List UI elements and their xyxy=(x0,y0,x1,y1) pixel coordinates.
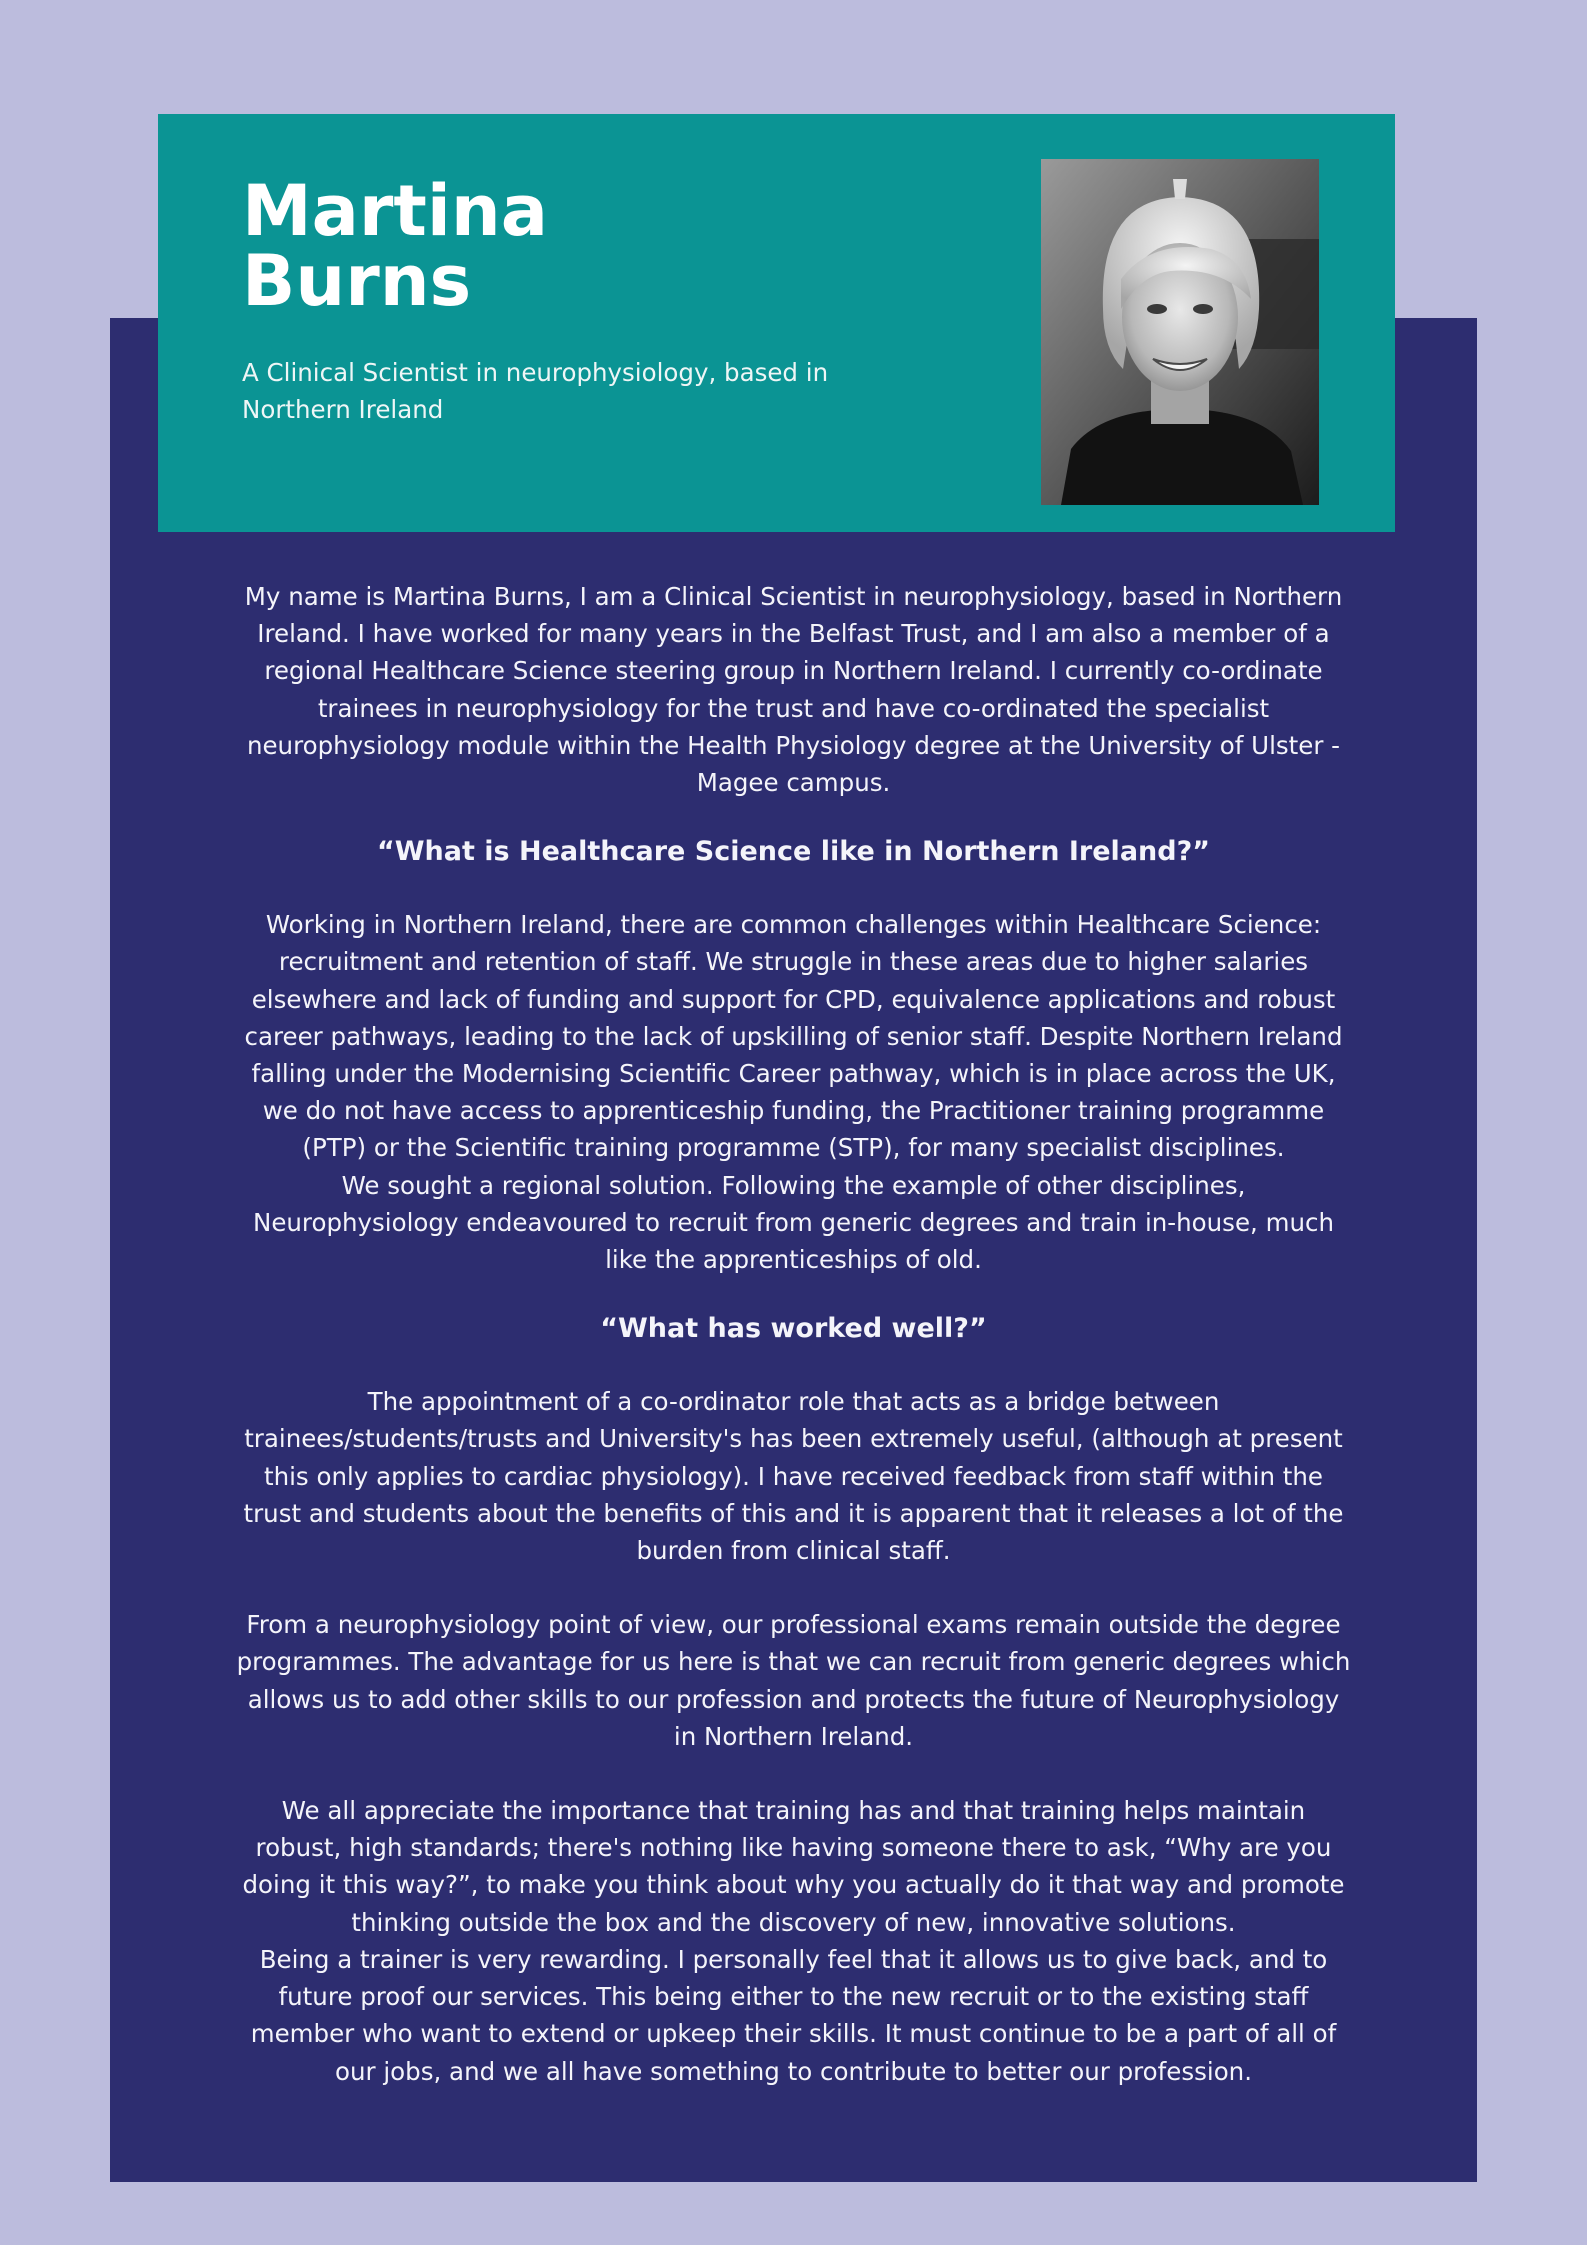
professional-exams-paragraph: From a neurophysiology point of view, our professional exams remain outside the degree programmes. The advantage for us here is that we can recruit from generic degrees which allows us to add other skills to our profession and protects the future of Neurophysiology in Northern Ireland. xyxy=(236,1610,1351,1751)
name-last: Burns xyxy=(242,240,472,322)
challenges-paragraph: Working in Northern Ireland, there are common challenges within Healthcare Science: recruitment and retention of staff. We struggle in these areas due to higher salaries elsewhere and lack of funding and support for CPD, equivalence applications and robust career pathways, leading to the lack of upskilling of senior staff. Despite Northern Ireland falling under the Modernising Scientific Career pathway, which is in place across the UK, we do not have access to apprenticeship funding, the Practitioner training programme (PTP) or the Scientific training programme (STP), for many specialist disciplines. xyxy=(244,910,1343,1163)
regional-solution-paragraph: We sought a regional solution. Following the example of other disciplines, Neurophysiology endeavoured to recruit from generic degrees and train in-house, much like the apprenticeships of old. xyxy=(253,1170,1334,1275)
training-importance-paragraph: We all appreciate the importance that training has and that training helps maintain robust, high standards; there's nothing like having someone there to ask, “Why are you doing it this way?”, to make you think about why you actually do it that way and promote thinking outside the box and the discovery of new, innovative solutions. xyxy=(242,1796,1345,1937)
profile-name xyxy=(242,170,762,322)
profile-header xyxy=(158,114,1395,532)
section-heading-what-worked-well: “What has worked well?” xyxy=(600,1313,987,1345)
portrait-image xyxy=(1041,159,1319,505)
intro-paragraph: My name is Martina Burns, I am a Clinical Scientist in neurophysiology, based in Northern Ireland. I have worked for many years in the Belfast Trust, and I am also a member of a regional Healthcare Science steering group in Northern Ireland. I currently co-ordinate trainees in neurophysiology for the trust and have co-ordinated the specialist neurophysiology module within the Health Physiology degree at the University of Ulster - Magee campus. xyxy=(244,582,1343,798)
profile-subtitle: A Clinical Scientist in neurophysiology, based in Northern Ireland xyxy=(242,358,829,425)
coordinator-paragraph: The appointment of a co-ordinator role that acts as a bridge between trainees/students/trusts and University's has been extremely useful, (although at present this only applies to cardiac physiology). I have received feedback from staff within the trust and students about the benefits of this and it is apparent that it releases a lot of the burden from clinical staff. xyxy=(243,1387,1344,1566)
trainer-rewarding-paragraph: Being a trainer is very rewarding. I personally feel that it allows us to give back, and to future proof our services. This being either to the new recruit or to the existing staff member who want to extend or upkeep their skills. It must continue to be a part of all of our jobs, and we all have something to contribute to better our profession. xyxy=(250,1944,1337,2086)
section-heading-healthcare-science-ni: “What is Healthcare Science like in Northern Ireland?” xyxy=(377,836,1210,868)
profile-photo xyxy=(1041,159,1319,505)
name-first: Martina xyxy=(242,170,548,252)
article-body xyxy=(215,578,1372,2090)
